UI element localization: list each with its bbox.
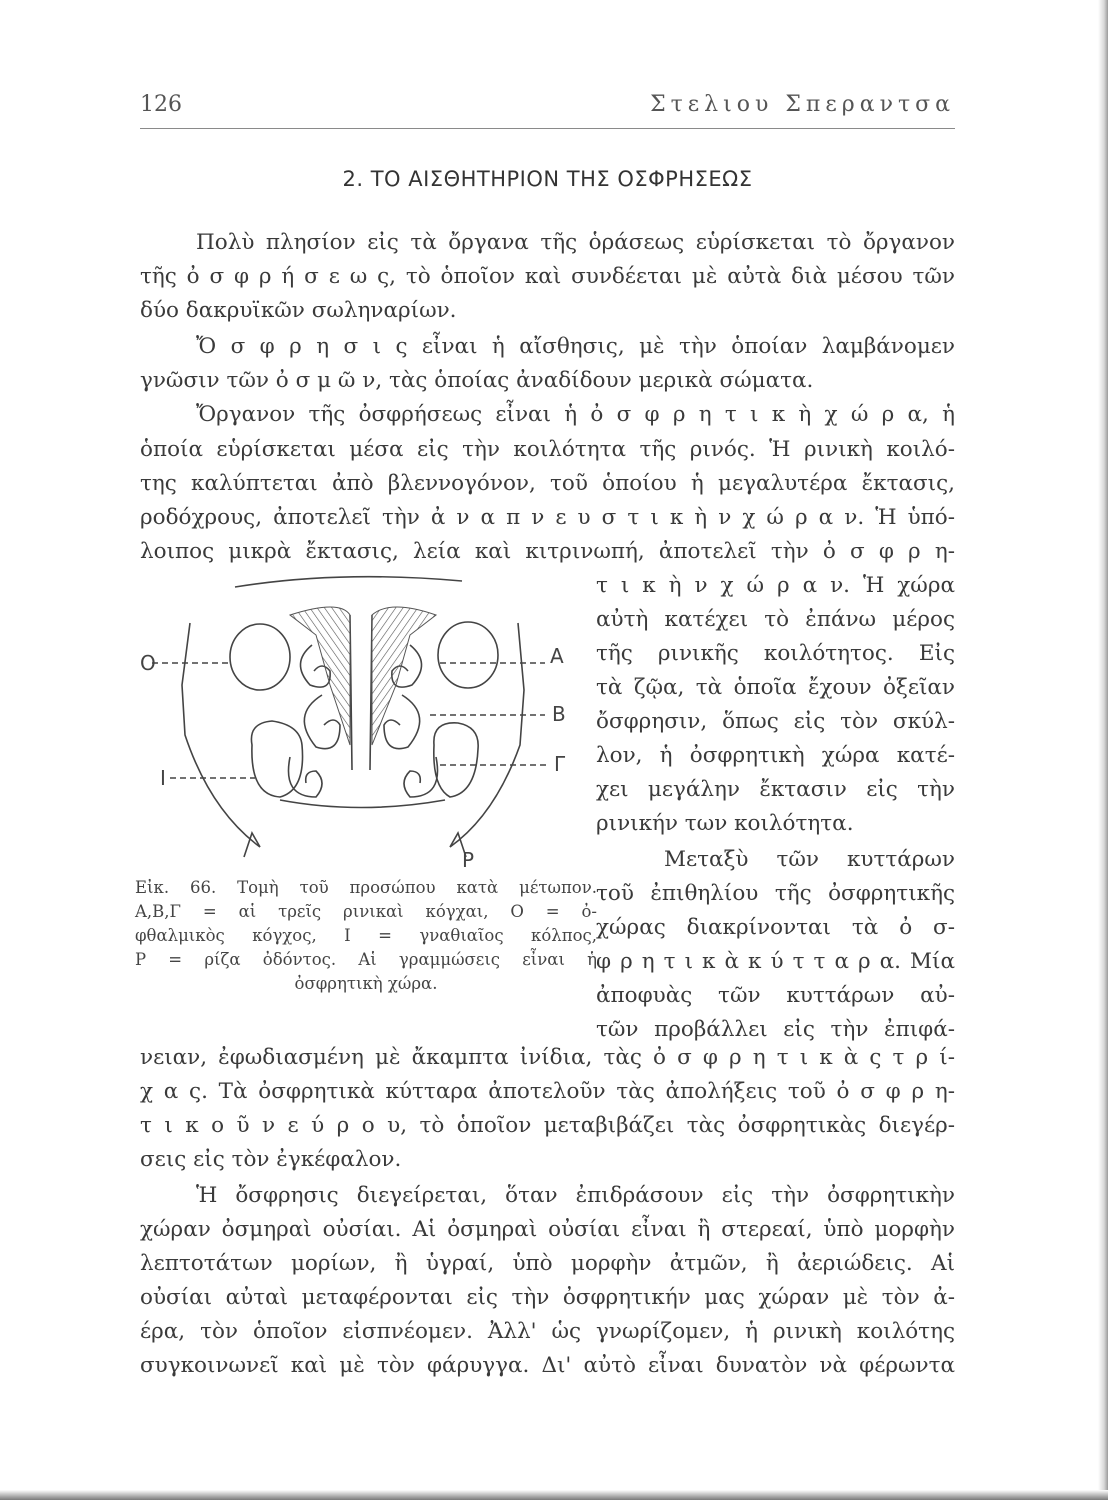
text-line: Ὄργανον τῆς ὀσφρήσεως εἶναι ἡ ὀ σ φ ρ η τ ι κ ὴ χ ώ ρ α, ἡ (196, 402, 955, 427)
page-bottom-edge (0, 1490, 1108, 1500)
left-orbit (230, 624, 290, 690)
right-inferior-concha (404, 757, 438, 797)
text-line: χ α ς. Τὰ ὀσφρητικὰ κύτταρα ἀποτελοῦν τὰς ἀπολήξεις τοῦ ὀ σ φ ρ η- (140, 1079, 955, 1104)
side-text-line: τῶν προβάλλει εἰς τὴν ἐπιφά- (596, 1017, 955, 1042)
text-line: σεις εἰς τὸν ἐγκέφαλον. (140, 1147, 402, 1172)
side-text-line: ρινικήν των κοιλότητα. (596, 811, 854, 836)
page-edge-shadow (1098, 0, 1108, 1500)
text-line: Ὄ σ φ ρ η σ ι ς εἶναι ἡ αἴσθησις, μὲ τὴν ὁποίαν λαμβάνομεν (196, 334, 955, 359)
page-header (140, 92, 955, 129)
right-face-outline (450, 623, 524, 847)
side-text-line: τοῦ ἐπιθηλίου τῆς ὀσφρητικῆς (596, 881, 955, 906)
caption-line: Α,Β,Γ = αἱ τρεῖς ρινικαὶ κόγχαι, Ο = ὀ- (135, 902, 597, 921)
caption-line: Εἰκ. 66. Τομὴ τοῦ προσώπου κατὰ μέτωπον. (135, 878, 597, 897)
side-text-line: τὰ ζῷα, τὰ ὁποῖα ἔχουν ὀξεῖαν (596, 675, 955, 700)
figure-caption (135, 876, 597, 996)
text-line: τῆς ὀ σ φ ρ ή σ ε ω ς, τὸ ὁποῖον καὶ συνδέεται μὲ αὐτὰ διὰ μέσου τῶν (140, 264, 955, 289)
label-gamma: Γ (554, 752, 566, 776)
side-text-line: χώρας διακρίνονται τὰ ὀ σ- (596, 915, 955, 940)
text-line: γνῶσιν τῶν ὀ σ μ ῶ ν, τὰς ὁποίας ἀναδίδουν μερικὰ σώματα. (140, 368, 814, 393)
text-line: χώραν ὀσμηραὶ οὐσίαι. Αἱ ὀσμηραὶ οὐσίαι εἶναι ἢ στερεαί, ὑπὸ μορφὴν (140, 1217, 955, 1242)
nasal-floor (280, 800, 445, 808)
left-middle-concha (304, 695, 340, 749)
text-line: νειαν, ἐφωδιασμένη μὲ ἄκαμπτα ἰνίδια, τὰς ὀ σ φ ρ η τ ι κ ὰ ς τ ρ ί- (140, 1045, 955, 1070)
side-text-line: λον, ἡ ὀσφρητικὴ χώρα κατέ- (596, 743, 955, 768)
right-orbit (438, 622, 498, 688)
nasal-septum (350, 615, 372, 770)
text-line: συγκοινωνεῖ καὶ μὲ τὸν φάρυγγα. Δι' αὐτὸ εἶναι δυνατὸν νὰ φέρωντα (140, 1353, 955, 1378)
page-number: 126 (140, 92, 182, 117)
left-face-outline (182, 623, 260, 847)
text-line: έρα, τὸν ὁποῖον εἰσπνέομεν. Ἀλλ' ὡς γνωρίζομεν, ἡ ρινικὴ κοιλότης (140, 1319, 955, 1344)
text-line: δύο δακρυϊκῶν σωληναρίων. (140, 298, 457, 323)
running-title: Στελιου Σπεραντσα (650, 92, 955, 117)
nasal-cavity-diagram (140, 575, 590, 875)
left-olfactory-region (290, 607, 350, 745)
label-o: O (140, 651, 156, 675)
side-text-line: αὐτὴ κατέχει τὸ ἐπάνω μέρος (596, 607, 955, 632)
text-line: ροδόχρους, ἀποτελεῖ τὴν ἀ ν α π ν ε υ σ τ ι κ ὴ ν χ ώ ρ α ν. Ἡ ὑπό- (140, 505, 955, 530)
text-line: τ ι κ ο ῦ ν ε ύ ρ ο υ, τὸ ὁποῖον μεταβιβάζει τὰς ὀσφρητικὰς διεγέρ- (140, 1113, 955, 1138)
side-text-line: ἀποφυὰς τῶν κυττάρων αὐ- (596, 983, 955, 1008)
nasal-cavity-figure (140, 575, 590, 875)
caption-line: ὀσφρητικὴ χώρα. (294, 974, 438, 993)
side-text-line: Μεταξὺ τῶν κυττάρων (664, 847, 955, 872)
side-text-line: χει μεγάλην ἔκτασιν εἰς τὴν (596, 777, 955, 802)
side-text-line: τ ι κ ὴ ν χ ώ ρ α ν. Ἡ χώρα (596, 573, 955, 598)
text-line: Πολὺ πλησίον εἰς τὰ ὄργανα τῆς ὁράσεως εὑρίσκεται τὸ ὄργανον (196, 230, 955, 255)
label-p: P (462, 848, 475, 872)
side-text-line: ὄσφρησιν, ὅπως εἰς τὸν σκύλ- (596, 709, 955, 734)
caption-line: Ρ = ρίζα ὀδόντος. Αἱ γραμμώσεις εἶναι ἡ (135, 950, 597, 969)
text-line: Ἡ ὄσφρησις διεγείρεται, ὅταν ἐπιδράσουν εἰς τὴν ὀσφρητικὴν (196, 1183, 955, 1208)
side-text-line: τῆς ρινικῆς κοιλότητος. Εἰς (596, 641, 955, 666)
side-text-line: φ ρ η τ ι κ ὰ κ ύ τ τ α ρ α. Μία (596, 949, 955, 974)
left-maxillary-sinus (251, 721, 302, 797)
caption-line: φθαλμικὸς κόγχος, Ι = γναθιαῖος κόλπος, (135, 926, 597, 945)
text-line: της καλύπτεται ἀπὸ βλεννογόνον, τοῦ ὁποίου ἡ μεγαλυτέρα ἔκτασις, (140, 471, 955, 496)
right-olfactory-region (372, 607, 436, 745)
label-a: A (550, 644, 564, 668)
text-line: λοιπος μικρὰ ἔκτασις, λεία καὶ κιτρινωπή, ἀποτελεῖ τὴν ὀ σ φ ρ η- (140, 539, 955, 564)
label-b: B (552, 702, 566, 726)
text-line: οὐσίαι αὐταὶ μεταφέρονται εἰς τὴν ὀσφρητικήν μας χώραν μὲ τὸν ἀ- (140, 1285, 955, 1310)
tooth-roots (244, 833, 466, 857)
right-maxillary-sinus (434, 723, 478, 797)
right-middle-concha (384, 695, 420, 749)
text-line: λεπτοτάτων μορίων, ἢ ὑγραί, ὑπὸ μορφὴν ἀτμῶν, ἢ ἀεριώδεις. Αἱ (140, 1251, 955, 1276)
forehead-outline (235, 577, 462, 587)
left-inferior-concha (288, 757, 322, 797)
section-title: 2. ΤΟ ΑΙΣΘΗΤΗΡΙΟΝ ΤΗΣ ΟΣΦΡΗΣΕΩΣ (342, 167, 753, 191)
label-i: I (160, 766, 166, 790)
text-line: ὁποία εὑρίσκεται μέσα εἰς τὴν κοιλότητα τῆς ρινός. Ἡ ρινικὴ κοιλό- (140, 437, 955, 462)
